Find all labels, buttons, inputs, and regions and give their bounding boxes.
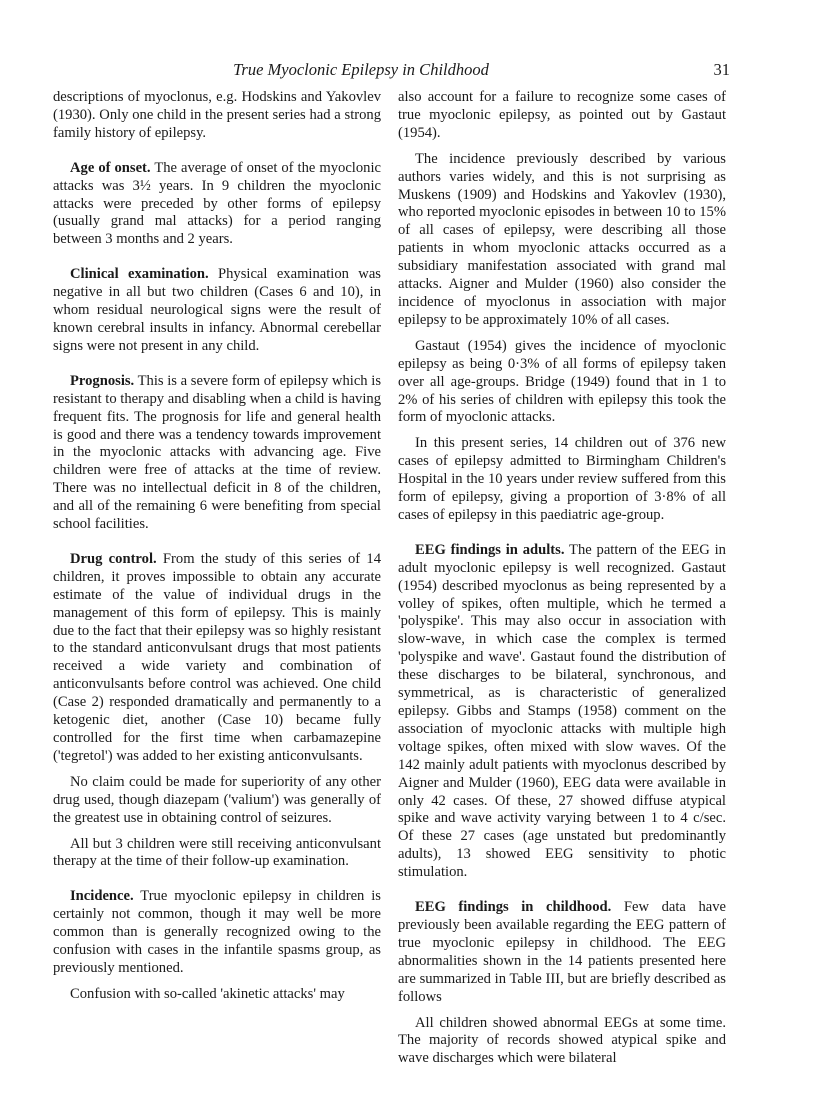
paragraph: In this present series, 14 children out of 376 new cases of epilepsy admitted to Birmingham Children's Hospital in the 10 years under review suffered from this form of epilepsy, giving a proportion of 3·8% of all cases of epilepsy in this paediatric age-group. <box>398 435 726 523</box>
section-heading: Prognosis. <box>70 372 135 389</box>
page-number: 31 <box>713 60 730 79</box>
section-heading: Clinical examination. <box>70 266 209 283</box>
section-paragraph: Clinical examination. Physical examination was negative in all but two children (Cases 6 and 10), in whom residual neurological signs were the result of known cerebral insults in infancy. Abnormal cerebellar signs were not present in any child. <box>53 266 381 354</box>
paragraph: All children showed abnormal EEGs at some time. The majority of records showed atypical spike and wave discharges which were bilateral <box>398 1014 726 1067</box>
paragraph: also account for a failure to recognize some cases of true myoclonic epilepsy, as pointed out by Gastaut (1954). <box>398 89 726 141</box>
section-heading: EEG findings in childhood. <box>415 899 612 916</box>
right-column <box>398 89 726 1068</box>
running-title: True Myoclonic Epilepsy in Childhood <box>233 60 489 79</box>
section-paragraph: Drug control. From the study of this series of 14 children, it proves impossible to obtain any accurate estimate of the value of individual drugs in the management of this form of epilepsy. This is mainly due to the fact that their epilepsy was so highly resistant to the standard anticonvulsant drugs that most patients received a wide variety and combination of anticonvulsants before control was achieved. One child (Case 2) responded dramatically and permanently to a ketogenic diet, another (Case 10) became fully controlled for the first time when carbamazepine ('tegretol') was added to her existing anticonvulsants. <box>53 550 382 764</box>
paragraph: All but 3 children were still receiving anticonvulsant therapy at the time of their follow-up examination. <box>53 835 381 870</box>
section-heading: Age of onset. <box>70 159 151 176</box>
paragraph: descriptions of myoclonus, e.g. Hodskins and Yakovlev (1930). Only one child in the present series had a strong family history of epilepsy. <box>53 89 381 141</box>
section-heading: Drug control. <box>70 550 157 567</box>
paragraph: The incidence previously described by various authors varies widely, and this is not surprising as Muskens (1909) and Hodskins and Yakovlev (1930), who reported myoclonic episodes in between 10 to 15% of all cases of epilepsy, were describing all those patients in whom myoclonic attacks occurred as a subsidiary manifestation associated with grand mal attacks. Aigner and Mulder (1960) also consider the incidence of myoclonus in association with major epilepsy to be approximately 10% of all cases. <box>398 150 726 328</box>
paragraph: No claim could be made for superiority of any other drug used, though diazepam ('valium') was generally of the greatest use in obtaining control of seizures. <box>53 773 381 826</box>
section-paragraph: EEG findings in childhood. Few data have previously been available regarding the EEG pattern of true myoclonic epilepsy in childhood. The EEG abnormalities shown in the 14 patients presented here are summarized in Table III, but are briefly described as follows <box>398 899 726 1005</box>
left-column <box>53 89 381 1004</box>
paragraph: Gastaut (1954) gives the incidence of myoclonic epilepsy as being 0·3% of all forms of epilepsy taken over all age-groups. Bridge (1949) found that in 1 to 2% of his series of children with epilepsy this took the form of myoclonic attacks. <box>398 337 726 426</box>
section-paragraph: Incidence. True myoclonic epilepsy in children is certainly not common, though it may well be more common than is generally recognized owing to the confusion with cases in the infantile spasms group, as previously mentioned. <box>53 888 381 976</box>
section-heading: Incidence. <box>70 888 134 905</box>
paragraph: Confusion with so-called 'akinetic attacks' may <box>70 985 345 1002</box>
running-header <box>52 60 730 82</box>
section-heading: EEG findings in adults. <box>415 541 565 558</box>
section-paragraph: Prognosis. This is a severe form of epilepsy which is resistant to therapy and disabling when a child is having frequent fits. The prognosis for life and general health is good and there was a tendency towards improvement in the myoclonic attacks with advancing age. Five children were free of attacks at the time of review. There was no intellectual deficit in 8 of the children, and all of the remaining 6 were benefiting from special school facilities. <box>53 372 382 533</box>
section-paragraph: EEG findings in adults. The pattern of the EEG in adult myoclonic epilepsy is well recognized. Gastaut (1954) described myoclonus as being represented by a volley of spikes, often multiple, which he termed a 'polyspike'. This may also occur in association with slow-wave, in which case the complex is termed 'polyspike and wave'. Gastaut found the distribution of these discharges to be bilateral, synchronous, and symmetrical, as is characteristic of generalized epilepsy. Gibbs and Stamps (1958) comment on the association of myoclonic attacks with multiple high voltage spikes, often mixed with slow waves. Of the 142 mainly adult patients with myoclonus described by Aigner and Mulder (1960), EEG data were available in only 42 cases. Of these, 27 showed diffuse atypical spike and wave activity varying between 1 to 4 c/sec. Of these 27 cases (age unstated but predominantly adults), 13 showed EEG sensitivity to photic stimulation. <box>398 541 726 881</box>
section-paragraph: Age of onset. The average of onset of the myoclonic attacks was 3½ years. In 9 children the myoclonic attacks were preceded by other forms of epilepsy (usually grand mal attacks) for a period ranging between 3 months and 2 years. <box>53 159 381 248</box>
